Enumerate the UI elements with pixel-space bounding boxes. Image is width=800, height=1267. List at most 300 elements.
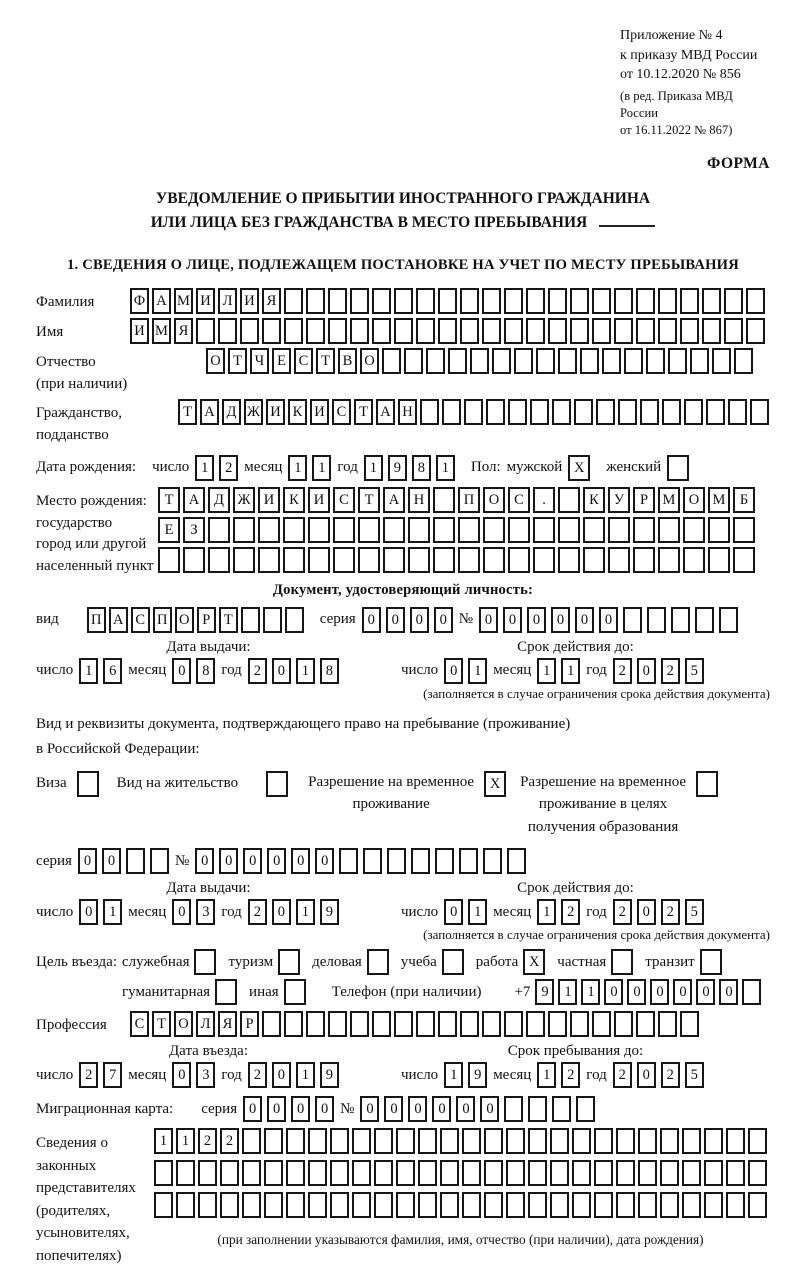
char-box[interactable] bbox=[464, 399, 483, 425]
char-box[interactable]: 8 bbox=[412, 455, 431, 481]
char-box[interactable] bbox=[528, 1160, 547, 1186]
char-box[interactable] bbox=[608, 547, 630, 573]
char-box[interactable] bbox=[158, 547, 180, 573]
char-box[interactable] bbox=[435, 848, 454, 874]
char-box[interactable]: 7 bbox=[103, 1062, 122, 1088]
char-box[interactable] bbox=[220, 1160, 239, 1186]
char-box[interactable] bbox=[448, 348, 467, 374]
char-box[interactable] bbox=[486, 399, 505, 425]
char-box[interactable] bbox=[426, 348, 445, 374]
char-box[interactable] bbox=[712, 348, 731, 374]
char-box[interactable] bbox=[638, 1192, 657, 1218]
char-box[interactable] bbox=[418, 1192, 437, 1218]
char-box[interactable]: 1 bbox=[195, 455, 214, 481]
char-box[interactable] bbox=[330, 1128, 349, 1154]
char-box[interactable]: Т bbox=[219, 607, 238, 633]
char-box[interactable] bbox=[623, 607, 642, 633]
char-box[interactable] bbox=[572, 1128, 591, 1154]
char-box[interactable] bbox=[339, 848, 358, 874]
char-box[interactable] bbox=[218, 318, 237, 344]
char-box[interactable] bbox=[396, 1160, 415, 1186]
char-box[interactable]: О bbox=[175, 607, 194, 633]
char-box[interactable] bbox=[528, 1192, 547, 1218]
char-box[interactable] bbox=[286, 1192, 305, 1218]
char-box[interactable] bbox=[154, 1160, 173, 1186]
char-box[interactable] bbox=[728, 399, 747, 425]
char-box[interactable] bbox=[614, 318, 633, 344]
char-box[interactable]: Я bbox=[218, 1011, 237, 1037]
char-box[interactable]: 2 bbox=[613, 899, 632, 925]
char-box[interactable] bbox=[382, 348, 401, 374]
char-box[interactable]: 1 bbox=[103, 899, 122, 925]
char-box[interactable] bbox=[724, 288, 743, 314]
char-box[interactable] bbox=[558, 517, 580, 543]
char-box[interactable]: 2 bbox=[248, 899, 267, 925]
char-box[interactable]: 0 bbox=[291, 1096, 310, 1122]
char-box[interactable]: В bbox=[338, 348, 357, 374]
char-box[interactable] bbox=[460, 1011, 479, 1037]
char-box[interactable] bbox=[748, 1192, 767, 1218]
char-box[interactable] bbox=[328, 1011, 347, 1037]
char-box[interactable]: . bbox=[533, 487, 555, 513]
char-box[interactable]: 0 bbox=[172, 899, 191, 925]
char-box[interactable] bbox=[504, 288, 523, 314]
char-box[interactable] bbox=[624, 348, 643, 374]
char-box[interactable] bbox=[548, 1011, 567, 1037]
char-box[interactable] bbox=[526, 1011, 545, 1037]
char-box[interactable]: П bbox=[87, 607, 106, 633]
char-box[interactable] bbox=[433, 517, 455, 543]
char-box[interactable]: 0 bbox=[315, 1096, 334, 1122]
char-box[interactable] bbox=[733, 547, 755, 573]
char-box[interactable]: Р bbox=[197, 607, 216, 633]
char-box[interactable] bbox=[460, 288, 479, 314]
char-box[interactable]: А bbox=[383, 487, 405, 513]
char-box[interactable]: 0 bbox=[599, 607, 618, 633]
char-box[interactable] bbox=[264, 1192, 283, 1218]
char-box[interactable] bbox=[264, 1128, 283, 1154]
char-box[interactable]: 0 bbox=[696, 979, 715, 1005]
char-box[interactable]: 0 bbox=[291, 848, 310, 874]
char-box[interactable] bbox=[233, 547, 255, 573]
char-box[interactable]: Е bbox=[272, 348, 291, 374]
char-box[interactable] bbox=[724, 318, 743, 344]
char-box[interactable] bbox=[208, 517, 230, 543]
char-box[interactable] bbox=[350, 288, 369, 314]
char-box[interactable] bbox=[262, 1011, 281, 1037]
char-box[interactable] bbox=[416, 318, 435, 344]
char-box[interactable] bbox=[330, 1192, 349, 1218]
char-box[interactable]: 2 bbox=[661, 1062, 680, 1088]
char-box[interactable]: И bbox=[196, 288, 215, 314]
char-box[interactable] bbox=[640, 399, 659, 425]
char-box[interactable] bbox=[306, 318, 325, 344]
char-box[interactable] bbox=[660, 1160, 679, 1186]
purpose-work-checkbox[interactable]: X bbox=[523, 949, 545, 975]
char-box[interactable]: А bbox=[376, 399, 395, 425]
char-box[interactable] bbox=[662, 399, 681, 425]
char-box[interactable]: С bbox=[332, 399, 351, 425]
visa-checkbox[interactable] bbox=[77, 771, 99, 797]
char-box[interactable] bbox=[708, 517, 730, 543]
sex-male-checkbox[interactable]: X bbox=[568, 455, 590, 481]
char-box[interactable]: 0 bbox=[195, 848, 214, 874]
char-box[interactable]: С bbox=[130, 1011, 149, 1037]
char-box[interactable]: 0 bbox=[444, 658, 463, 684]
char-box[interactable] bbox=[576, 1096, 595, 1122]
char-box[interactable] bbox=[570, 1011, 589, 1037]
char-box[interactable] bbox=[530, 399, 549, 425]
char-box[interactable] bbox=[636, 1011, 655, 1037]
char-box[interactable]: 0 bbox=[551, 607, 570, 633]
char-box[interactable]: Ч bbox=[250, 348, 269, 374]
char-box[interactable] bbox=[328, 288, 347, 314]
char-box[interactable] bbox=[683, 547, 705, 573]
char-box[interactable]: 0 bbox=[444, 899, 463, 925]
char-box[interactable] bbox=[726, 1192, 745, 1218]
char-box[interactable]: 9 bbox=[320, 899, 339, 925]
char-box[interactable]: 9 bbox=[468, 1062, 487, 1088]
char-box[interactable]: 0 bbox=[637, 658, 656, 684]
char-box[interactable] bbox=[746, 318, 765, 344]
char-box[interactable] bbox=[438, 1011, 457, 1037]
char-box[interactable]: М bbox=[708, 487, 730, 513]
char-box[interactable]: 1 bbox=[364, 455, 383, 481]
char-box[interactable] bbox=[583, 547, 605, 573]
char-box[interactable]: 0 bbox=[456, 1096, 475, 1122]
char-box[interactable] bbox=[394, 288, 413, 314]
char-box[interactable] bbox=[682, 1160, 701, 1186]
char-box[interactable]: 2 bbox=[661, 899, 680, 925]
char-box[interactable]: И bbox=[130, 318, 149, 344]
char-box[interactable]: А bbox=[109, 607, 128, 633]
char-box[interactable]: 1 bbox=[436, 455, 455, 481]
char-box[interactable]: 1 bbox=[312, 455, 331, 481]
char-box[interactable] bbox=[350, 318, 369, 344]
char-box[interactable]: 0 bbox=[480, 1096, 499, 1122]
char-box[interactable]: Д bbox=[208, 487, 230, 513]
char-box[interactable] bbox=[647, 607, 666, 633]
char-box[interactable]: Я bbox=[262, 288, 281, 314]
char-box[interactable]: 0 bbox=[219, 848, 238, 874]
char-box[interactable]: Н bbox=[408, 487, 430, 513]
char-box[interactable]: 1 bbox=[537, 658, 556, 684]
char-box[interactable]: 2 bbox=[79, 1062, 98, 1088]
char-box[interactable]: Ж bbox=[244, 399, 263, 425]
char-box[interactable] bbox=[708, 547, 730, 573]
char-box[interactable] bbox=[552, 399, 571, 425]
char-box[interactable] bbox=[690, 348, 709, 374]
char-box[interactable]: 0 bbox=[272, 899, 291, 925]
char-box[interactable] bbox=[572, 1192, 591, 1218]
char-box[interactable]: А bbox=[152, 288, 171, 314]
char-box[interactable] bbox=[484, 1192, 503, 1218]
char-box[interactable]: 9 bbox=[535, 979, 554, 1005]
char-box[interactable] bbox=[198, 1192, 217, 1218]
char-box[interactable] bbox=[350, 1011, 369, 1037]
char-box[interactable]: 0 bbox=[267, 1096, 286, 1122]
char-box[interactable]: 0 bbox=[272, 658, 291, 684]
char-box[interactable] bbox=[352, 1128, 371, 1154]
char-box[interactable] bbox=[683, 517, 705, 543]
char-box[interactable]: 0 bbox=[637, 1062, 656, 1088]
purpose-humanitarian-checkbox[interactable] bbox=[215, 979, 237, 1005]
char-box[interactable]: 0 bbox=[410, 607, 429, 633]
char-box[interactable] bbox=[702, 318, 721, 344]
char-box[interactable]: М bbox=[174, 288, 193, 314]
char-box[interactable] bbox=[507, 848, 526, 874]
char-box[interactable] bbox=[286, 1160, 305, 1186]
char-box[interactable] bbox=[572, 1160, 591, 1186]
char-box[interactable] bbox=[308, 517, 330, 543]
char-box[interactable] bbox=[552, 1096, 571, 1122]
char-box[interactable] bbox=[418, 1128, 437, 1154]
char-box[interactable] bbox=[633, 517, 655, 543]
char-box[interactable] bbox=[241, 607, 260, 633]
char-box[interactable]: 1 bbox=[537, 1062, 556, 1088]
char-box[interactable] bbox=[286, 1128, 305, 1154]
char-box[interactable]: 0 bbox=[315, 848, 334, 874]
char-box[interactable] bbox=[682, 1128, 701, 1154]
char-box[interactable] bbox=[396, 1192, 415, 1218]
char-box[interactable] bbox=[308, 1128, 327, 1154]
char-box[interactable] bbox=[387, 848, 406, 874]
char-box[interactable] bbox=[594, 1128, 613, 1154]
char-box[interactable] bbox=[411, 848, 430, 874]
purpose-tourism-checkbox[interactable] bbox=[278, 949, 300, 975]
char-box[interactable] bbox=[483, 848, 502, 874]
char-box[interactable] bbox=[242, 1160, 261, 1186]
char-box[interactable] bbox=[508, 399, 527, 425]
char-box[interactable] bbox=[658, 517, 680, 543]
char-box[interactable]: 8 bbox=[196, 658, 215, 684]
char-box[interactable]: 0 bbox=[384, 1096, 403, 1122]
char-box[interactable]: Р bbox=[240, 1011, 259, 1037]
char-box[interactable] bbox=[383, 547, 405, 573]
char-box[interactable] bbox=[418, 1160, 437, 1186]
char-box[interactable]: 1 bbox=[154, 1128, 173, 1154]
char-box[interactable] bbox=[308, 547, 330, 573]
char-box[interactable] bbox=[242, 1192, 261, 1218]
char-box[interactable] bbox=[704, 1192, 723, 1218]
char-box[interactable]: Р bbox=[633, 487, 655, 513]
char-box[interactable]: С bbox=[508, 487, 530, 513]
char-box[interactable] bbox=[408, 517, 430, 543]
char-box[interactable]: 5 bbox=[685, 658, 704, 684]
char-box[interactable]: Т bbox=[158, 487, 180, 513]
char-box[interactable]: Л bbox=[196, 1011, 215, 1037]
char-box[interactable] bbox=[483, 517, 505, 543]
char-box[interactable] bbox=[682, 1192, 701, 1218]
char-box[interactable] bbox=[462, 1128, 481, 1154]
char-box[interactable] bbox=[484, 1160, 503, 1186]
char-box[interactable]: П bbox=[153, 607, 172, 633]
char-box[interactable] bbox=[750, 399, 769, 425]
char-box[interactable] bbox=[262, 318, 281, 344]
char-box[interactable] bbox=[504, 1096, 523, 1122]
char-box[interactable] bbox=[570, 318, 589, 344]
char-box[interactable] bbox=[198, 1160, 217, 1186]
char-box[interactable] bbox=[680, 288, 699, 314]
char-box[interactable]: 1 bbox=[296, 1062, 315, 1088]
char-box[interactable] bbox=[558, 487, 580, 513]
char-box[interactable] bbox=[372, 318, 391, 344]
char-box[interactable]: С bbox=[333, 487, 355, 513]
char-box[interactable]: 1 bbox=[296, 899, 315, 925]
char-box[interactable] bbox=[658, 318, 677, 344]
char-box[interactable] bbox=[596, 399, 615, 425]
char-box[interactable] bbox=[374, 1128, 393, 1154]
char-box[interactable]: О bbox=[683, 487, 705, 513]
char-box[interactable]: 0 bbox=[243, 848, 262, 874]
char-box[interactable] bbox=[602, 348, 621, 374]
char-box[interactable] bbox=[433, 487, 455, 513]
char-box[interactable] bbox=[508, 547, 530, 573]
char-box[interactable] bbox=[548, 288, 567, 314]
char-box[interactable] bbox=[176, 1192, 195, 1218]
char-box[interactable] bbox=[264, 1160, 283, 1186]
char-box[interactable]: 0 bbox=[408, 1096, 427, 1122]
char-box[interactable] bbox=[459, 848, 478, 874]
char-box[interactable]: 1 bbox=[296, 658, 315, 684]
char-box[interactable] bbox=[742, 979, 761, 1005]
char-box[interactable] bbox=[372, 288, 391, 314]
char-box[interactable] bbox=[233, 517, 255, 543]
char-box[interactable]: Б bbox=[733, 487, 755, 513]
char-box[interactable] bbox=[614, 1011, 633, 1037]
char-box[interactable]: 2 bbox=[220, 1128, 239, 1154]
char-box[interactable] bbox=[220, 1192, 239, 1218]
char-box[interactable] bbox=[240, 318, 259, 344]
char-box[interactable]: 5 bbox=[685, 1062, 704, 1088]
temp-residence-permit-checkbox[interactable]: X bbox=[484, 771, 506, 797]
char-box[interactable] bbox=[358, 547, 380, 573]
char-box[interactable] bbox=[470, 348, 489, 374]
char-box[interactable] bbox=[618, 399, 637, 425]
char-box[interactable] bbox=[396, 1128, 415, 1154]
char-box[interactable] bbox=[514, 348, 533, 374]
char-box[interactable] bbox=[433, 547, 455, 573]
char-box[interactable] bbox=[570, 288, 589, 314]
char-box[interactable] bbox=[592, 318, 611, 344]
char-box[interactable] bbox=[734, 348, 753, 374]
char-box[interactable]: Т bbox=[358, 487, 380, 513]
char-box[interactable]: 1 bbox=[468, 899, 487, 925]
char-box[interactable] bbox=[404, 348, 423, 374]
char-box[interactable] bbox=[460, 318, 479, 344]
char-box[interactable] bbox=[733, 517, 755, 543]
char-box[interactable] bbox=[126, 848, 145, 874]
char-box[interactable] bbox=[506, 1160, 525, 1186]
char-box[interactable] bbox=[594, 1192, 613, 1218]
char-box[interactable]: 0 bbox=[650, 979, 669, 1005]
char-box[interactable] bbox=[660, 1192, 679, 1218]
char-box[interactable] bbox=[680, 318, 699, 344]
edu-residence-permit-checkbox[interactable] bbox=[696, 771, 718, 797]
char-box[interactable]: П bbox=[458, 487, 480, 513]
char-box[interactable]: 1 bbox=[537, 899, 556, 925]
char-box[interactable] bbox=[408, 547, 430, 573]
char-box[interactable] bbox=[440, 1128, 459, 1154]
char-box[interactable]: Ф bbox=[130, 288, 149, 314]
char-box[interactable] bbox=[633, 547, 655, 573]
char-box[interactable] bbox=[550, 1192, 569, 1218]
char-box[interactable] bbox=[671, 607, 690, 633]
char-box[interactable] bbox=[363, 848, 382, 874]
char-box[interactable] bbox=[614, 288, 633, 314]
char-box[interactable]: 0 bbox=[434, 607, 453, 633]
char-box[interactable]: 0 bbox=[172, 1062, 191, 1088]
char-box[interactable] bbox=[504, 318, 523, 344]
char-box[interactable] bbox=[726, 1160, 745, 1186]
purpose-transit-checkbox[interactable] bbox=[700, 949, 722, 975]
char-box[interactable]: И bbox=[258, 487, 280, 513]
char-box[interactable]: И bbox=[310, 399, 329, 425]
char-box[interactable] bbox=[592, 288, 611, 314]
char-box[interactable]: 0 bbox=[360, 1096, 379, 1122]
char-box[interactable] bbox=[636, 288, 655, 314]
char-box[interactable] bbox=[352, 1192, 371, 1218]
char-box[interactable]: 0 bbox=[386, 607, 405, 633]
char-box[interactable] bbox=[196, 318, 215, 344]
char-box[interactable]: 0 bbox=[362, 607, 381, 633]
char-box[interactable] bbox=[746, 288, 765, 314]
char-box[interactable] bbox=[533, 517, 555, 543]
char-box[interactable]: 0 bbox=[272, 1062, 291, 1088]
char-box[interactable]: 2 bbox=[198, 1128, 217, 1154]
char-box[interactable] bbox=[352, 1160, 371, 1186]
char-box[interactable]: Е bbox=[158, 517, 180, 543]
char-box[interactable] bbox=[242, 1128, 261, 1154]
char-box[interactable]: 6 bbox=[103, 658, 122, 684]
char-box[interactable] bbox=[442, 399, 461, 425]
char-box[interactable]: К bbox=[583, 487, 605, 513]
char-box[interactable] bbox=[558, 348, 577, 374]
char-box[interactable]: 1 bbox=[558, 979, 577, 1005]
char-box[interactable]: 1 bbox=[176, 1128, 195, 1154]
char-box[interactable]: Т bbox=[152, 1011, 171, 1037]
char-box[interactable]: У bbox=[608, 487, 630, 513]
char-box[interactable]: 0 bbox=[243, 1096, 262, 1122]
char-box[interactable] bbox=[394, 318, 413, 344]
char-box[interactable] bbox=[482, 318, 501, 344]
char-box[interactable] bbox=[702, 288, 721, 314]
char-box[interactable]: А bbox=[183, 487, 205, 513]
char-box[interactable]: 0 bbox=[575, 607, 594, 633]
char-box[interactable] bbox=[258, 517, 280, 543]
char-box[interactable] bbox=[358, 517, 380, 543]
char-box[interactable]: 0 bbox=[172, 658, 191, 684]
char-box[interactable] bbox=[482, 288, 501, 314]
char-box[interactable]: Ж bbox=[233, 487, 255, 513]
char-box[interactable] bbox=[374, 1192, 393, 1218]
char-box[interactable] bbox=[283, 547, 305, 573]
char-box[interactable]: О bbox=[483, 487, 505, 513]
char-box[interactable]: 0 bbox=[673, 979, 692, 1005]
char-box[interactable] bbox=[695, 607, 714, 633]
char-box[interactable] bbox=[658, 288, 677, 314]
char-box[interactable] bbox=[608, 517, 630, 543]
char-box[interactable] bbox=[508, 517, 530, 543]
char-box[interactable] bbox=[528, 1096, 547, 1122]
char-box[interactable] bbox=[176, 1160, 195, 1186]
char-box[interactable]: Н bbox=[398, 399, 417, 425]
char-box[interactable] bbox=[536, 348, 555, 374]
char-box[interactable] bbox=[308, 1160, 327, 1186]
char-box[interactable]: М bbox=[658, 487, 680, 513]
char-box[interactable]: 0 bbox=[627, 979, 646, 1005]
char-box[interactable] bbox=[616, 1160, 635, 1186]
